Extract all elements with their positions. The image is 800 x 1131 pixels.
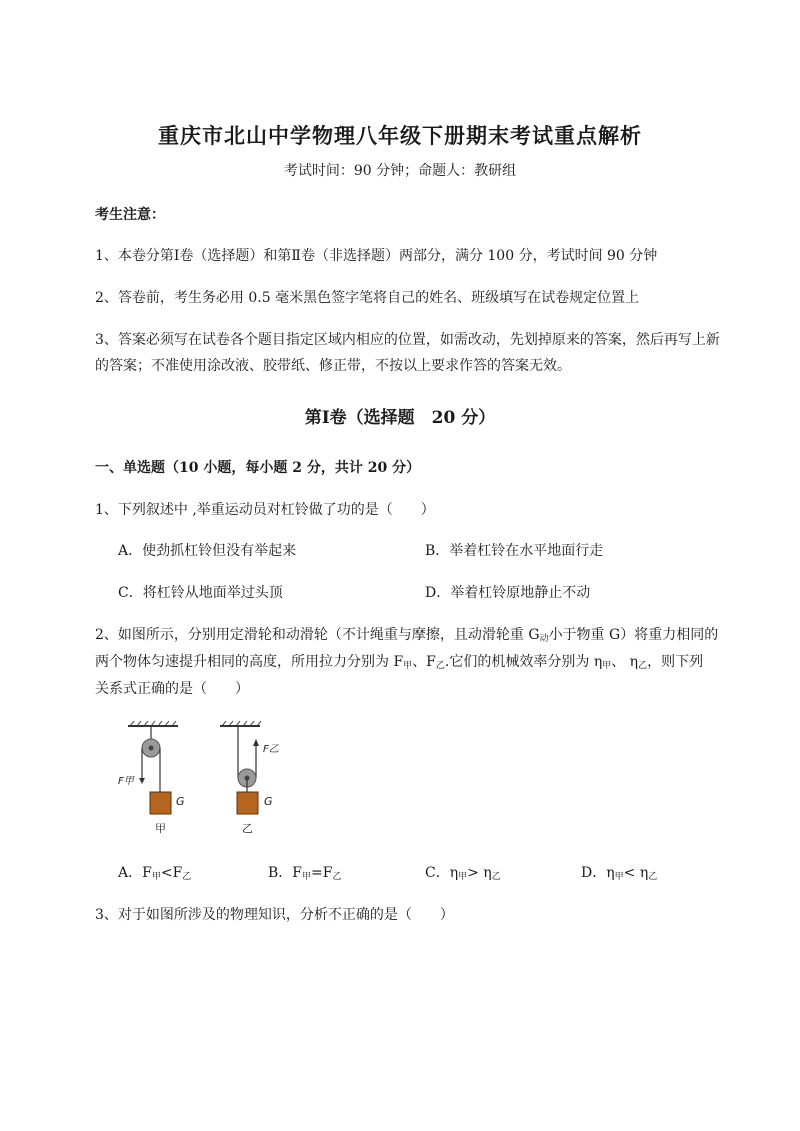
subscript: 甲 (602, 661, 612, 671)
option-text: < η (623, 865, 649, 881)
caption-jia: 甲 (155, 822, 166, 835)
subscript: 乙 (638, 661, 648, 671)
subscript: 乙 (435, 661, 445, 671)
option-text: D．η (581, 865, 615, 881)
q2-stem-line2 (95, 651, 703, 671)
pulley-figure (110, 718, 300, 840)
option-text: A．F (118, 865, 152, 881)
q2-option-c[interactable] (425, 862, 501, 882)
weight-label-g-right: G (264, 795, 273, 808)
ceiling-right (220, 721, 261, 726)
page-title: 重庆市北山中学物理八年级下册期末考试重点解析 (158, 123, 642, 148)
q2-text: 、 η (611, 654, 639, 670)
q2-text: .它们的机械效率分别为 η (444, 654, 603, 670)
option-text: <F (160, 865, 183, 881)
q1-stem: 1、下列叙述中 ,举重运动员对杠铃做了功的是（ ） (95, 502, 435, 518)
q1-option-a[interactable]: A．使劲抓杠铃但没有举起来 (118, 543, 297, 559)
q2-text: 2、如图所示，分别用定滑轮和动滑轮（不计绳重与摩擦，且动滑轮重 G (95, 627, 540, 643)
force-label-jia: F甲 (118, 776, 134, 787)
subscript: 乙 (182, 872, 192, 882)
subscript: 甲 (302, 872, 312, 882)
force-label-yi: F乙 (263, 744, 279, 755)
notice-item-3-line1: 3、答案必须写在试卷各个题目指定区域内相应的位置，如需改动，先划掉原来的答案，然后再写上新 (95, 332, 720, 348)
subscript: 乙 (491, 872, 501, 882)
subscript: 甲 (614, 872, 624, 882)
section-title: 第Ⅰ卷（选择题 20 分） (304, 408, 496, 428)
notice-item-3-line2: 的答案；不准使用涂改液、胶带纸、修正带，不按以上要求作答的答案无效。 (95, 358, 571, 374)
exam-info: 考试时间：90 分钟；命题人：教研组 (283, 163, 517, 179)
q1-option-b[interactable]: B．举着杠铃在水平地面行走 (425, 543, 604, 559)
q2-stem-line3: 关系式正确的是（ ） (95, 681, 249, 697)
q2-text: ，则下列 (647, 654, 704, 670)
q1-option-d[interactable]: D．举着杠铃原地静止不动 (425, 585, 591, 601)
q2-option-b[interactable] (268, 862, 342, 882)
q2-text: 小于物重 G）将重力相同的 (548, 627, 719, 643)
q2-option-d[interactable] (581, 862, 657, 882)
subscript: 甲 (403, 661, 413, 671)
q2-stem-line1 (95, 624, 718, 644)
part-heading: 一、单选题（10 小题，每小题 2 分，共计 20 分） (95, 460, 421, 476)
subscript: 甲 (151, 872, 161, 882)
option-text: > η (467, 865, 492, 881)
weight-block-left (150, 792, 171, 814)
q2-text: 两个物体匀速提升相同的高度，所用拉力分别为 F (95, 654, 404, 670)
q2-text: 、F (412, 654, 436, 670)
ceiling-left (128, 721, 178, 726)
notice-item-2: 2、答卷前，考生务必用 0.5 毫米黑色签字笔将自己的姓名、班级填写在试卷规定位置上 (95, 290, 640, 306)
subscript: 乙 (648, 872, 658, 882)
option-text: C．η (425, 865, 459, 881)
notice-heading: 考生注意： (95, 207, 165, 223)
weight-label-g-left: G (176, 795, 185, 808)
subscript: 乙 (332, 872, 342, 882)
subscript: 动 (539, 634, 549, 644)
q2-option-a[interactable] (118, 862, 191, 882)
q1-option-c[interactable]: C．将杠铃从地面举过头顶 (118, 585, 283, 601)
option-text: B．F (268, 865, 303, 881)
notice-item-1: 1、本卷分第Ⅰ卷（选择题）和第Ⅱ卷（非选择题）两部分，满分 100 分，考试时间 90 分钟 (95, 248, 658, 264)
option-text: =F (311, 865, 333, 881)
caption-yi: 乙 (242, 822, 253, 835)
subscript: 甲 (458, 872, 468, 882)
q3-stem: 3、对于如图所涉及的物理知识，分析不正确的是（ ） (95, 907, 454, 923)
weight-block-right (237, 792, 258, 814)
